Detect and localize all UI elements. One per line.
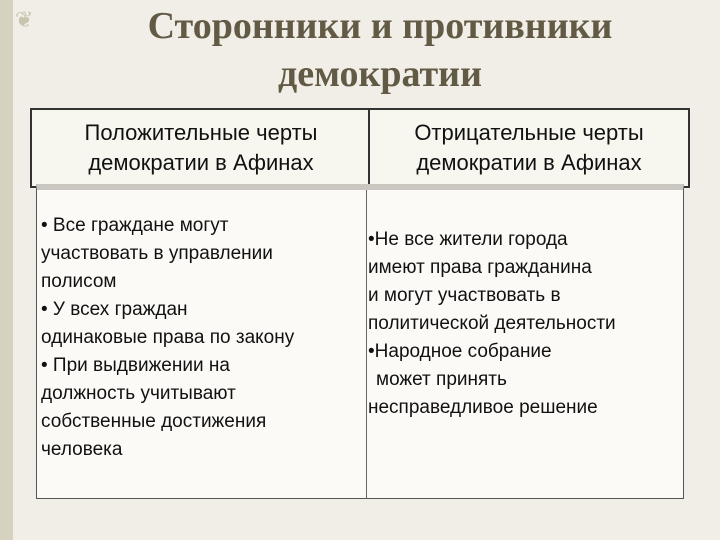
header-positive-traits	[32, 110, 370, 186]
positive-line: одинаковые права по закону	[41, 327, 295, 348]
title-line-1: Сторонники и противники	[147, 5, 613, 47]
negative-traits-cell	[368, 226, 686, 422]
header-left-line-1: Положительные черты	[84, 120, 318, 145]
comparison-table	[30, 108, 690, 500]
negative-line: и могут участвовать в	[368, 285, 561, 306]
positive-line: должность учитывают	[41, 383, 236, 404]
header-right-line-1: Отрицательные черты	[414, 120, 644, 145]
page-title	[80, 2, 680, 98]
negative-line: может принять	[376, 369, 507, 390]
table-body-row	[36, 184, 684, 499]
header-negative-traits	[370, 110, 688, 186]
negative-line: •Не все жители города	[368, 229, 568, 250]
table-header-row	[30, 108, 690, 188]
negative-line: имеют права гражданина	[368, 257, 592, 278]
positive-line: полисом	[41, 271, 117, 292]
header-left-line-2: демократии в Афинах	[88, 150, 314, 175]
positive-line: человека	[41, 439, 123, 460]
positive-line: • При выдвижении на	[41, 355, 230, 376]
positive-line: • Все граждане могут	[41, 215, 229, 236]
negative-line: •Народное собрание	[368, 341, 552, 362]
positive-line: собственные достижения	[41, 411, 267, 432]
negative-line: политической деятельности	[368, 313, 616, 334]
positive-line: • У всех граждан	[41, 299, 188, 320]
positive-traits-cell	[41, 212, 371, 464]
decorative-sidebar-strip	[0, 0, 13, 540]
negative-line: несправедливое решение	[368, 397, 598, 418]
title-line-2: демократии	[278, 53, 482, 95]
positive-line: участвовать в управлении	[41, 243, 273, 264]
ornament-icon: ❦	[15, 8, 34, 33]
header-right-line-2: демократии в Афинах	[416, 150, 642, 175]
